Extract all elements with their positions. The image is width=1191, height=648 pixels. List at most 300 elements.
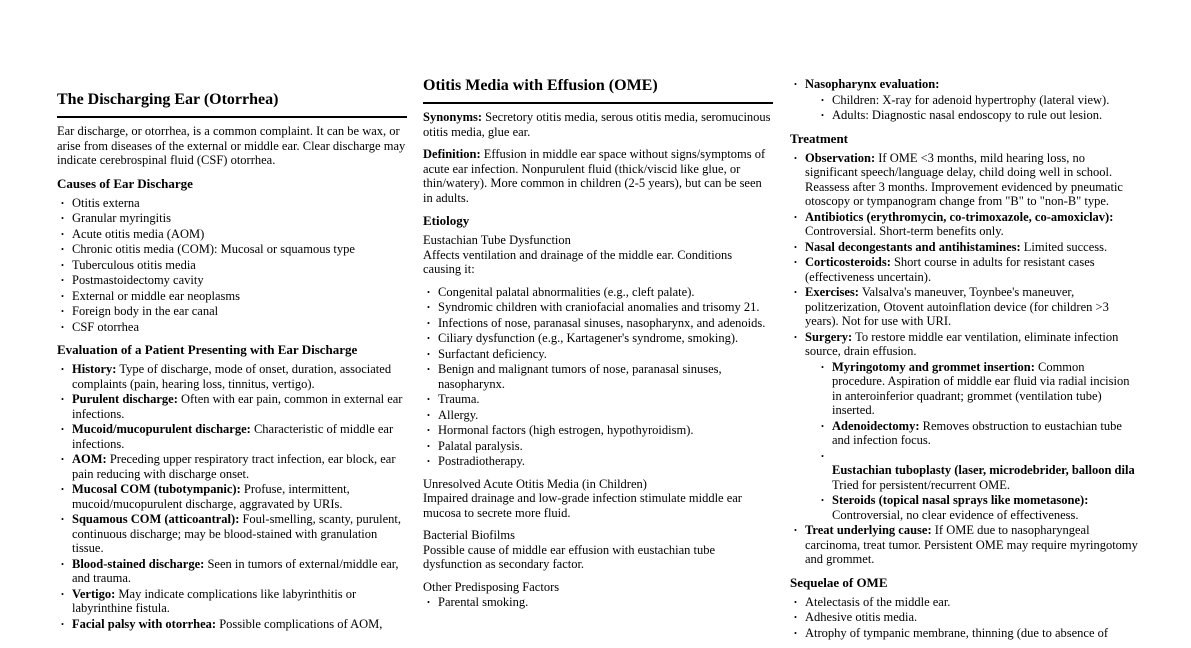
list-item-content xyxy=(72,587,407,616)
list-item-content xyxy=(805,77,1140,123)
list-item xyxy=(423,331,773,346)
list-item xyxy=(790,595,1140,610)
text-line xyxy=(805,240,1140,255)
text-line xyxy=(832,360,1140,418)
bullet-icon: • xyxy=(427,425,430,435)
text-run: Otitis externa xyxy=(72,195,140,210)
text-line xyxy=(72,587,407,616)
list-item-content xyxy=(72,258,407,273)
text-line xyxy=(805,626,1140,641)
text-line xyxy=(438,423,773,438)
text-line xyxy=(423,491,773,520)
bullet-icon: • xyxy=(427,440,430,451)
text-line xyxy=(805,330,1140,359)
text-line xyxy=(72,557,407,586)
list-item-content xyxy=(438,439,773,454)
list-item-content xyxy=(72,320,407,335)
list-item xyxy=(423,285,773,300)
text-run: Corticosteroids: xyxy=(805,255,891,269)
list-item-content xyxy=(438,408,773,423)
list-item xyxy=(423,300,773,315)
text-line xyxy=(423,528,773,543)
list-item-content xyxy=(72,452,407,481)
text-run: Steroids (topical nasal sprays like mometasone): xyxy=(832,493,1089,507)
text-line xyxy=(805,77,1140,92)
text-run: Limited success. xyxy=(1020,239,1108,254)
text-run: Purulent discharge: xyxy=(72,392,178,406)
bullet-icon: • xyxy=(794,525,797,535)
text-line xyxy=(438,408,773,423)
text-line xyxy=(832,493,1140,508)
text-line xyxy=(438,347,773,362)
list-item-content xyxy=(805,151,1140,209)
list-item-content xyxy=(72,422,407,451)
text-run: Postradiotherapy. xyxy=(438,454,526,468)
list-item xyxy=(790,77,1140,123)
text-run: Preceding upper respiratory tract infection, ear block, ear pain reducing with discharge onset. xyxy=(72,452,396,481)
paragraph xyxy=(57,124,407,168)
list-item xyxy=(57,362,407,391)
text-run: Facial palsy with otorrhea: xyxy=(72,616,217,631)
list-item xyxy=(423,392,773,407)
bullet-icon: • xyxy=(61,588,64,599)
text-run: Bacterial Biofilms xyxy=(423,528,515,542)
list-item xyxy=(57,242,407,257)
text-run: If OME <3 months, mild hearing loss, no significant speech/language delay, child doing well in school. Reassess after 3 months. Improvement evidenced by pneumatic otoscopy or tympanogram change from "B" to "non-B" type. xyxy=(805,150,1123,208)
text-run: Nasal decongestants and antihistamines: xyxy=(805,239,1021,254)
bullet-icon: • xyxy=(61,244,64,254)
text-run: Postmastoidectomy cavity xyxy=(72,273,204,287)
text-run: External or middle ear neoplasms xyxy=(72,288,240,303)
text-line xyxy=(805,151,1140,209)
bullet-icon: • xyxy=(61,321,64,332)
text-run: Observation: xyxy=(805,150,876,165)
bullet-list xyxy=(423,595,773,610)
list-item xyxy=(57,227,407,242)
list-item-content xyxy=(805,330,1140,523)
text-line xyxy=(72,273,407,288)
list-item-content xyxy=(72,362,407,391)
text-line xyxy=(805,210,1140,225)
list-item xyxy=(57,422,407,451)
text-line xyxy=(72,242,407,257)
list-item-content xyxy=(72,211,407,226)
bullet-icon: • xyxy=(794,612,797,622)
bullet-icon: • xyxy=(427,409,430,420)
bullet-icon: • xyxy=(427,456,430,466)
text-run: Ciliary dysfunction (e.g., Kartagener's syndrome, smoking). xyxy=(438,331,739,345)
list-item xyxy=(790,240,1140,255)
text-line xyxy=(72,289,407,304)
list-item xyxy=(423,595,773,610)
text-line xyxy=(438,595,773,610)
bullet-icon: • xyxy=(61,213,64,223)
list-item-content xyxy=(438,316,773,331)
text-run: CSF otorrhea xyxy=(72,319,140,334)
text-run: Parental smoking. xyxy=(438,595,529,609)
bullet-icon: • xyxy=(61,484,64,494)
text-run: Surfactant deficiency. xyxy=(438,346,547,361)
text-line xyxy=(423,147,773,205)
text-run: Seen in tumors of external/middle ear, and trauma. xyxy=(72,556,399,585)
list-item-content xyxy=(72,557,407,586)
bullet-icon: • xyxy=(61,364,64,374)
text-run: Possible cause of middle ear effusion with eustachian tube dysfunction as secondary factor. xyxy=(423,542,716,571)
text-run: Effusion in middle ear space without signs/symptoms of acute ear infection. Nonpurulent fluid (thick/viscid like glue, or thin/watery). More common in children (2-5 years), but can be seen in adults. xyxy=(423,147,766,205)
bullet-list xyxy=(790,595,1140,641)
bullet-icon: • xyxy=(61,394,64,404)
column-1 xyxy=(57,76,407,639)
list-item-content xyxy=(832,93,1140,108)
text-run: Ear discharge, or otorrhea, is a common complaint. It can be wax, or arise from diseases of the external or middle ear. Clear discharge may indicate cerebrospinal fluid (CSF) otorrhea. xyxy=(57,124,406,167)
list-item xyxy=(423,423,773,438)
bullet-icon: • xyxy=(794,331,797,342)
list-item xyxy=(57,452,407,481)
text-run: Mucosal COM (tubotympanic): xyxy=(72,482,241,496)
bullet-icon: • xyxy=(61,275,64,285)
text-run: Atelectasis of the middle ear. xyxy=(805,594,951,609)
text-run: Tried for persistent/recurrent OME. xyxy=(832,477,1010,492)
list-item-content xyxy=(805,523,1140,567)
list-item-content xyxy=(72,242,407,257)
list-item-content xyxy=(72,482,407,511)
list-item-content xyxy=(438,331,773,346)
bullet-icon: • xyxy=(821,94,824,105)
text-run: Syndromic children with craniofacial anomalies and trisomy 21. xyxy=(438,300,760,314)
list-item-content xyxy=(72,227,407,242)
text-run: Treat underlying cause: xyxy=(805,523,932,537)
text-run: Eustachian Tube Dysfunction xyxy=(423,233,571,247)
text-run: Acute otitis media (AOM) xyxy=(72,226,205,241)
paragraph xyxy=(423,580,773,595)
text-run: Hormonal factors (high estrogen, hypothyroidism). xyxy=(438,423,694,437)
list-item-content xyxy=(832,419,1140,448)
text-run: Children: X-ray for adenoid hypertrophy (lateral view). xyxy=(832,92,1110,107)
bullet-icon: • xyxy=(821,495,824,505)
list-item xyxy=(57,211,407,226)
list-item xyxy=(57,482,407,511)
list-item-content xyxy=(72,196,407,211)
list-item xyxy=(57,289,407,304)
list-item xyxy=(57,392,407,421)
bullet-list xyxy=(57,196,407,335)
list-item xyxy=(817,360,1140,418)
text-line xyxy=(805,285,1140,329)
list-item-content xyxy=(438,362,773,391)
text-line xyxy=(438,285,773,300)
list-item-content xyxy=(438,285,773,300)
text-run: Valsalva's maneuver, Toynbee's maneuver, politzerization, Otovent autoinflation device (for children >3 years). Not for use with URI. xyxy=(805,285,1109,328)
text-run: Definition: xyxy=(423,147,481,161)
text-line xyxy=(805,610,1140,625)
text-run: Mucoid/mucopurulent discharge: xyxy=(72,422,251,436)
text-run: Characteristic of middle ear infections. xyxy=(72,422,394,451)
bullet-icon: • xyxy=(794,79,797,89)
text-run: To restore middle ear ventilation, eliminate infection source, drain effusion. xyxy=(805,329,1119,358)
paragraph xyxy=(423,528,773,572)
text-line xyxy=(72,227,407,242)
bullet-icon: • xyxy=(61,228,64,239)
bullet-icon: • xyxy=(821,450,824,461)
list-item-content xyxy=(805,285,1140,329)
list-item-content xyxy=(72,289,407,304)
bullet-list xyxy=(817,360,1140,523)
list-item-content xyxy=(72,273,407,288)
bullet-icon: • xyxy=(61,618,64,629)
list-item xyxy=(790,151,1140,209)
text-run: Antibiotics (erythromycin, co-trimoxazole, co-amoxiclav): xyxy=(805,209,1114,224)
list-item-content xyxy=(438,454,773,469)
bullet-icon: • xyxy=(61,454,64,464)
text-line xyxy=(72,304,407,319)
list-item-content xyxy=(805,595,1140,610)
text-line xyxy=(72,211,407,226)
list-item xyxy=(790,610,1140,625)
text-line xyxy=(438,454,773,469)
list-item-content xyxy=(72,512,407,556)
text-line xyxy=(438,362,773,391)
text-line xyxy=(805,595,1140,610)
list-item-content xyxy=(832,493,1140,522)
section-heading: Etiology xyxy=(423,213,470,228)
list-item xyxy=(423,362,773,391)
bullet-icon: • xyxy=(427,333,430,343)
text-run: Eustachian tuboplasty (laser, microdebrider, balloon dila xyxy=(832,463,1135,477)
bullet-icon: • xyxy=(61,424,64,434)
list-item-content xyxy=(805,240,1140,255)
text-run: Type of discharge, mode of onset, duration, associated complaints (pain, hearing loss, tinnitus, vertigo). xyxy=(72,362,392,391)
text-run: Impaired drainage and low-grade infection stimulate middle ear mucosa to secrete more fluid. xyxy=(423,491,742,520)
section-heading: Sequelae of OME xyxy=(790,574,888,590)
list-item-content xyxy=(832,108,1140,123)
list-item xyxy=(57,304,407,319)
paragraph xyxy=(423,110,773,139)
text-line xyxy=(423,248,773,277)
section-heading: Evaluation of a Patient Presenting with Ear Discharge xyxy=(57,342,358,357)
text-line xyxy=(72,258,407,273)
bullet-icon: • xyxy=(61,290,64,301)
paragraph xyxy=(423,233,773,277)
bullet-icon: • xyxy=(794,152,797,163)
text-line xyxy=(72,362,407,391)
text-line xyxy=(832,419,1140,448)
text-run: History: xyxy=(72,362,117,376)
bullet-icon: • xyxy=(821,420,824,431)
text-run: Palatal paralysis. xyxy=(438,438,523,453)
bullet-list xyxy=(57,362,407,631)
bullet-icon: • xyxy=(427,348,430,359)
text-run: May indicate complications like labyrinthitis or labyrinthine fistula. xyxy=(72,586,357,615)
text-line xyxy=(832,478,1140,493)
text-line xyxy=(438,331,773,346)
text-run: Atrophy of tympanic membrane, thinning (due to absence of xyxy=(805,625,1109,640)
list-item-content xyxy=(832,449,1140,493)
text-line xyxy=(57,124,407,168)
bullet-list xyxy=(790,151,1140,567)
list-item xyxy=(817,449,1140,493)
list-item xyxy=(817,93,1140,108)
text-run: Foreign body in the ear canal xyxy=(72,304,219,318)
list-item-content xyxy=(438,300,773,315)
list-item xyxy=(423,408,773,423)
paragraph xyxy=(423,477,773,521)
text-line xyxy=(72,422,407,451)
text-run: Adults: Diagnostic nasal endoscopy to rule out lesion. xyxy=(832,108,1103,122)
text-run: Trauma. xyxy=(438,392,480,406)
text-run: Adhesive otitis media. xyxy=(805,610,918,624)
list-item-content xyxy=(805,610,1140,625)
list-item xyxy=(423,439,773,454)
bullet-icon: • xyxy=(61,197,64,208)
text-line xyxy=(423,477,773,492)
bullet-icon: • xyxy=(794,241,797,252)
text-run: Vertigo: xyxy=(72,586,116,601)
list-item xyxy=(57,587,407,616)
list-item-content xyxy=(805,255,1140,284)
text-line xyxy=(423,543,773,572)
text-run: Exercises: xyxy=(805,285,859,299)
bullet-icon: • xyxy=(61,514,64,524)
text-line xyxy=(438,300,773,315)
bullet-icon: • xyxy=(794,287,797,297)
text-run: Foul-smelling, scanty, purulent, continuous discharge; may be blood-stained with granulation tissue. xyxy=(72,512,402,555)
bullet-icon: • xyxy=(61,259,64,270)
text-run: Affects ventilation and drainage of the middle ear. Conditions causing it: xyxy=(423,247,733,276)
bullet-icon: • xyxy=(821,110,824,120)
text-line xyxy=(72,196,407,211)
article-title: Otitis Media with Effusion (OME) xyxy=(423,76,773,104)
text-line xyxy=(423,580,773,595)
list-item xyxy=(423,347,773,362)
text-line xyxy=(72,392,407,421)
text-run: Common procedure. Aspiration of middle ear fluid via radial incision in anteroinferior quadrant; grommet (ventilation tube) inserted. xyxy=(832,359,1130,417)
text-run: Often with ear pain, common in external ear infections. xyxy=(72,392,403,421)
text-line xyxy=(72,452,407,481)
list-item xyxy=(423,316,773,331)
list-item xyxy=(57,617,407,632)
list-item xyxy=(57,557,407,586)
list-item xyxy=(817,493,1140,522)
bullet-icon: • xyxy=(427,394,430,404)
list-item xyxy=(790,210,1140,239)
text-run: Nasopharynx evaluation: xyxy=(805,77,940,91)
text-line xyxy=(832,108,1140,123)
bullet-list xyxy=(817,93,1140,123)
text-run: Synonyms: xyxy=(423,110,483,124)
text-line xyxy=(805,224,1140,239)
text-run: Possible complications of AOM, xyxy=(216,616,383,631)
list-item xyxy=(790,523,1140,567)
text-run: Infections of nose, paranasal sinuses, nasopharynx, and adenoids. xyxy=(438,315,766,330)
list-item-content xyxy=(72,304,407,319)
text-run: Surgery: xyxy=(805,329,853,344)
text-line xyxy=(438,439,773,454)
list-item-content xyxy=(72,617,407,632)
bullet-list xyxy=(790,77,1140,123)
list-item xyxy=(57,196,407,211)
list-item-content xyxy=(832,360,1140,418)
bullet-icon: • xyxy=(794,627,797,638)
text-run: Benign and malignant tumors of nose, paranasal sinuses, nasopharynx. xyxy=(438,362,722,391)
text-run: Blood-stained discharge: xyxy=(72,556,205,571)
list-item xyxy=(790,626,1140,641)
list-item xyxy=(57,320,407,335)
text-line xyxy=(832,463,1140,478)
article-title: The Discharging Ear (Otorrhea) xyxy=(57,90,407,118)
list-item xyxy=(57,273,407,288)
list-item xyxy=(57,512,407,556)
text-run: Profuse, intermittent, mucoid/mucopurulent discharge, aggravated by URIs. xyxy=(72,482,350,511)
list-item-content xyxy=(805,626,1140,641)
list-item xyxy=(790,330,1140,523)
bullet-icon: • xyxy=(61,558,64,569)
text-run: Tuberculous otitis media xyxy=(72,257,196,272)
text-run: If OME due to nasopharyngeal carcinoma, treat tumor. Persistent OME may require myringotomy and grommet. xyxy=(805,523,1138,566)
text-line xyxy=(438,392,773,407)
text-run: Squamous COM (atticoantral): xyxy=(72,512,240,526)
text-run: Unresolved Acute Otitis Media (in Children) xyxy=(423,476,647,491)
column-3 xyxy=(790,76,1140,648)
list-item xyxy=(57,258,407,273)
bullet-icon: • xyxy=(427,302,430,312)
text-line xyxy=(832,449,1140,464)
text-line xyxy=(423,233,773,248)
bullet-icon: • xyxy=(427,597,430,607)
bullet-icon: • xyxy=(821,361,824,372)
column-2 xyxy=(423,76,773,618)
list-item-content xyxy=(438,347,773,362)
section-heading: Treatment xyxy=(790,130,848,146)
bullet-icon: • xyxy=(794,211,797,222)
list-item-content xyxy=(72,392,407,421)
section-heading: Causes of Ear Discharge xyxy=(57,175,193,191)
list-item-content xyxy=(438,423,773,438)
text-line xyxy=(805,523,1140,567)
text-run: Removes obstruction to eustachian tube and infection focus. xyxy=(832,418,1122,447)
text-line xyxy=(423,110,773,139)
bullet-icon: • xyxy=(61,306,64,316)
text-run: Controversial, no clear evidence of effectiveness. xyxy=(832,507,1079,522)
text-line xyxy=(72,482,407,511)
bullet-icon: • xyxy=(794,596,797,607)
text-run: Short course in adults for resistant cases (effectiveness uncertain). xyxy=(805,255,1095,284)
text-run: Congenital palatal abnormalities (e.g., cleft palate). xyxy=(438,284,695,299)
text-run: Secretory otitis media, serous otitis media, seromucinous otitis media, glue ear. xyxy=(423,110,771,139)
text-run: Allergy. xyxy=(438,407,479,422)
text-line xyxy=(438,316,773,331)
list-item xyxy=(790,255,1140,284)
text-line xyxy=(832,508,1140,523)
list-item xyxy=(817,108,1140,123)
list-item xyxy=(817,419,1140,448)
text-line xyxy=(72,617,407,632)
text-run: Other Predisposing Factors xyxy=(423,579,560,594)
list-item xyxy=(423,454,773,469)
text-line xyxy=(72,512,407,556)
bullet-icon: • xyxy=(794,257,797,267)
text-run: Adenoidectomy: xyxy=(832,418,920,433)
text-run: Controversial. Short-term benefits only. xyxy=(805,224,1004,238)
list-item-content xyxy=(805,210,1140,239)
list-item-content xyxy=(438,595,773,610)
bullet-list xyxy=(423,285,773,469)
text-line xyxy=(832,93,1140,108)
text-run: Granular myringitis xyxy=(72,211,171,225)
text-line xyxy=(805,255,1140,284)
paragraph xyxy=(423,147,773,205)
list-item xyxy=(790,285,1140,329)
text-run: Chronic otitis media (COM): Mucosal or squamous type xyxy=(72,242,355,256)
